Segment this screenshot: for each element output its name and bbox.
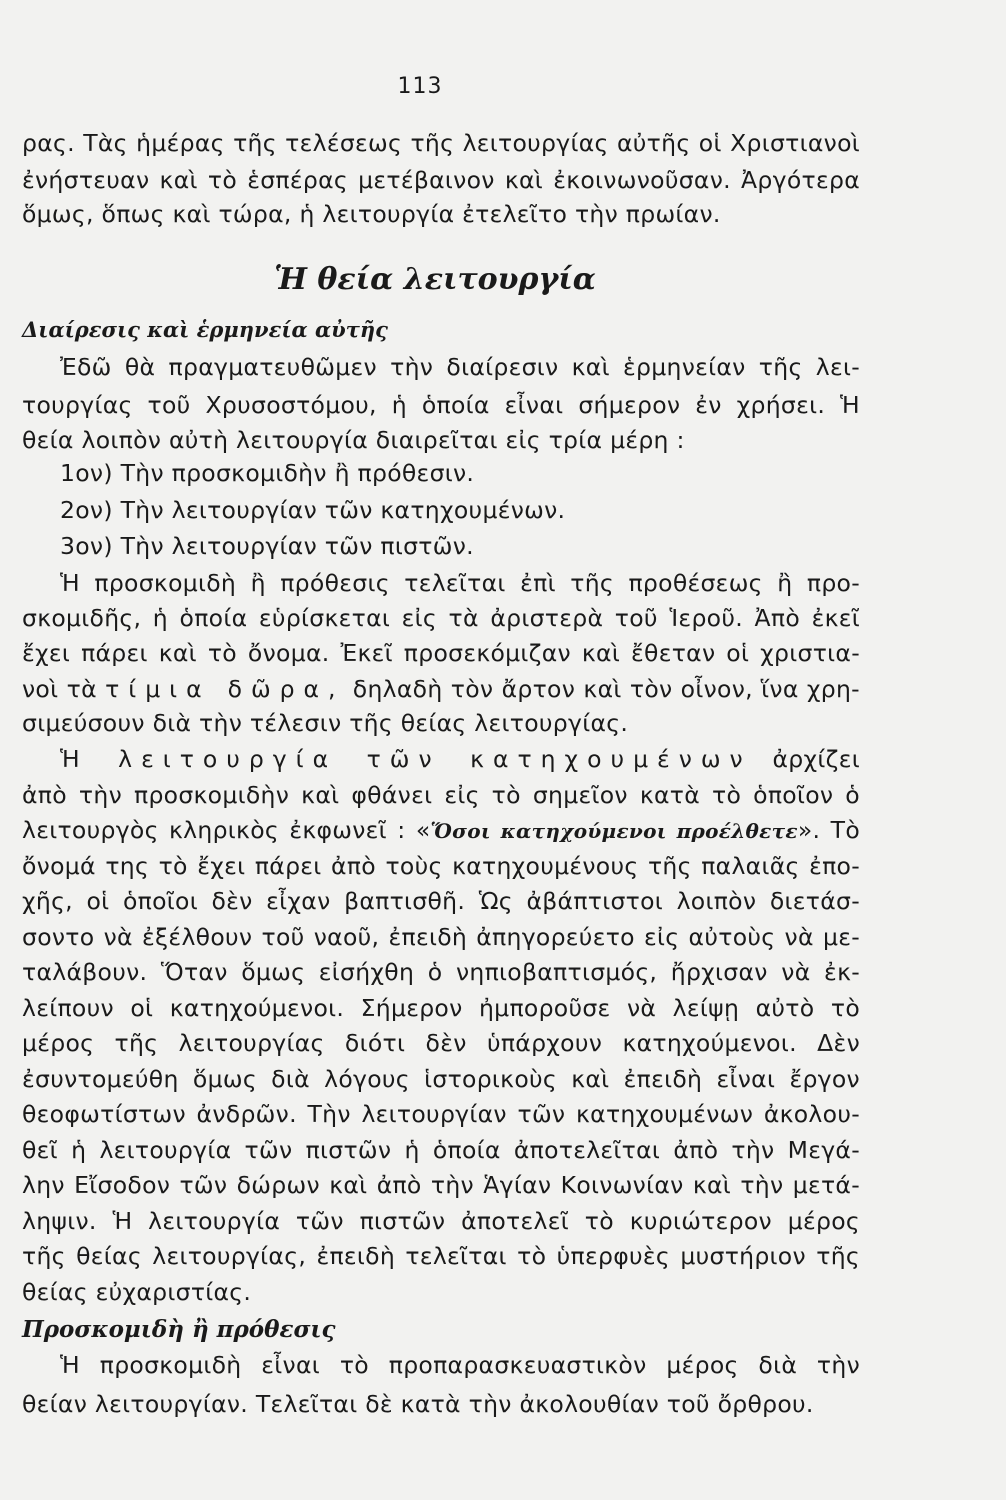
intro-line-3: ὅμως, ὅπως καὶ τώρα, ἡ λειτουργία ἐτελεῖτο τὴν πρωίαν.: [22, 200, 721, 228]
intro-line-2: ἐνήστευαν καὶ τὸ ἑσπέρας μετέβαινον καὶ ἐκοινωνοῦσαν. Ἀργότερα: [22, 166, 860, 194]
para3-line-5: χῆς, οἱ ὁποῖοι δὲν εἶχαν βαπτισθῆ. Ὡς ἀβάπτιστοι λοιπὸν διετάσ-: [22, 887, 860, 915]
para3-line-4: ὄνομά της τὸ ἔχει πάρει ἀπὸ τοὺς κατηχουμένους τῆς παλαιᾶς ἐπο-: [22, 852, 860, 880]
para2-line-3: ἔχει πάρει καὶ τὸ ὄνομα. Ἐκεῖ προσεκόμιζαν καὶ ἔθεταν οἱ χριστια-: [22, 639, 860, 667]
list-item-3: 3ον) Τὴν λειτουργίαν τῶν πιστῶν.: [60, 532, 474, 560]
para4-line-1: Ἡ προσκομιδὴ εἶναι τὸ προπαρασκευαστικὸν μέρος διὰ τὴν: [60, 1351, 860, 1379]
para3-line-3-end: ». Τὸ: [797, 816, 860, 844]
para1-line-3: θεία λοιπὸν αὐτὴ λειτουργία διαιρεῖται εἰς τρία μέρη :: [22, 426, 685, 454]
intro-line-1: ρας. Τὰς ἡμέρας τῆς τελέσεως τῆς λειτουργίας αὐτῆς οἱ Χριστιανοὶ: [22, 129, 860, 157]
para2-line-1: Ἡ προσκομιδὴ ἢ πρόθεσις τελεῖται ἐπὶ τῆς προθέσεως ἢ προ-: [60, 569, 860, 597]
para2-line-2: σκομιδῆς, ἡ ὁποία εὑρίσκεται εἰς τὰ ἀριστερὰ τοῦ Ἱεροῦ. Ἀπὸ ἐκεῖ: [22, 604, 860, 632]
subheading-division: Διαίρεσις καὶ ἑρμηνεία αὐτῆς: [22, 317, 388, 342]
spaced-emphasis-catechumens: Ἡ λειτουργία τῶν κατηχουμένων: [60, 745, 752, 773]
para3-line-11: θεοφωτίστων ἀνδρῶν. Τὴν λειτουργίαν τῶν κατηχουμένων ἀκολου-: [22, 1100, 860, 1128]
section-title: Ἡ θεία λειτουργία: [274, 262, 596, 297]
para3-line-2: ἀπὸ τὴν προσκομιδὴν καὶ φθάνει εἰς τὸ σημεῖον κατὰ τὸ ὁποῖον ὁ: [22, 781, 860, 809]
para3-line-1: [60, 744, 860, 774]
para3-line-10: ἐσυντομεύθη ὅμως διὰ λόγους ἱστορικοὺς καὶ ἐπειδὴ εἶναι ἔργον: [22, 1065, 860, 1093]
para3-line-15: τῆς θείας λειτουργίας, ἐπειδὴ τελεῖται τὸ ὑπερφυὲς μυστήριον τῆς: [22, 1242, 860, 1270]
para2-line-5: σιμεύσουν διὰ τὴν τέλεσιν τῆς θείας λειτουργίας.: [22, 709, 629, 737]
para3-line-8: λείπουν οἱ κατηχούμενοι. Σήμερον ἠμποροῦσε νὰ λείψῃ αὐτὸ τὸ: [22, 994, 860, 1022]
subheading-prothesis: Προσκομιδὴ ἢ πρόθεσις: [22, 1316, 336, 1343]
page-number: 113: [397, 74, 443, 99]
para3-line-13: λην Εἴσοδον τῶν δώρων καὶ ἀπὸ τὴν Ἁγίαν Κοινωνίαν καὶ τὴν μετά-: [22, 1171, 860, 1199]
para1-line-1: Ἐδῶ θὰ πραγματευθῶμεν τὴν διαίρεσιν καὶ ἑρμηνείαν τῆς λει-: [60, 353, 860, 381]
para2-line-4-end: δηλαδὴ τὸν ἄρτον καὶ τὸν οἶνον, ἵνα χρη-: [352, 675, 860, 703]
spaced-emphasis-sacred-gifts: τίμια δῶρα,: [105, 675, 345, 703]
list-item-2: 2ον) Τὴν λειτουργίαν τῶν κατηχουμένων.: [60, 496, 566, 524]
list-item-1: 1ον) Τὴν προσκομιδὴν ἢ πρόθεσιν.: [60, 459, 475, 487]
para4-line-2: θείαν λειτουργίαν. Τελεῖται δὲ κατὰ τὴν ἀκολουθίαν τοῦ ὄρθρου.: [22, 1390, 814, 1418]
para3-line-6: σοντο νὰ ἐξέλθουν τοῦ ναοῦ, ἐπειδὴ ἀπηγορεύετο εἰς αὐτοὺς νὰ με-: [22, 923, 860, 951]
para3-line-1-end: ἀρχίζει: [772, 745, 860, 773]
para1-line-2: τουργίας τοῦ Χρυσοστόμου, ἡ ὁποία εἶναι σήμερον ἐν χρήσει. Ἡ: [22, 391, 860, 419]
para2-line-4-start: νοὶ τὰ: [22, 675, 97, 703]
para3-line-12: θεῖ ἡ λειτουργία τῶν πιστῶν ἡ ὁποία ἀποτελεῖται ἀπὸ τὴν Μεγά-: [22, 1136, 860, 1164]
para3-line-9: μέρος τῆς λειτουργίας διότι δὲν ὑπάρχουν κατηχούμενοι. Δὲν: [22, 1029, 860, 1057]
para3-line-3: [22, 815, 860, 846]
para3-line-14: ληψιν. Ἡ λειτουργία τῶν πιστῶν ἀποτελεῖ τὸ κυριώτερον μέρος: [22, 1207, 860, 1235]
para2-line-4: [22, 674, 860, 704]
para3-line-7: ταλάβουν. Ὅταν ὅμως εἰσήχθη ὁ νηπιοβαπτισμός, ἤρχισαν νὰ ἐκ-: [22, 958, 860, 986]
para3-line-16: θείας εὐχαριστίας.: [22, 1278, 252, 1306]
para3-line-3-start: λειτουργὸς κληρικὸς ἐκφωνεῖ : «: [22, 816, 431, 844]
italic-quote: Ὅσοι κατηχούμενοι προέλθετε: [430, 819, 798, 843]
